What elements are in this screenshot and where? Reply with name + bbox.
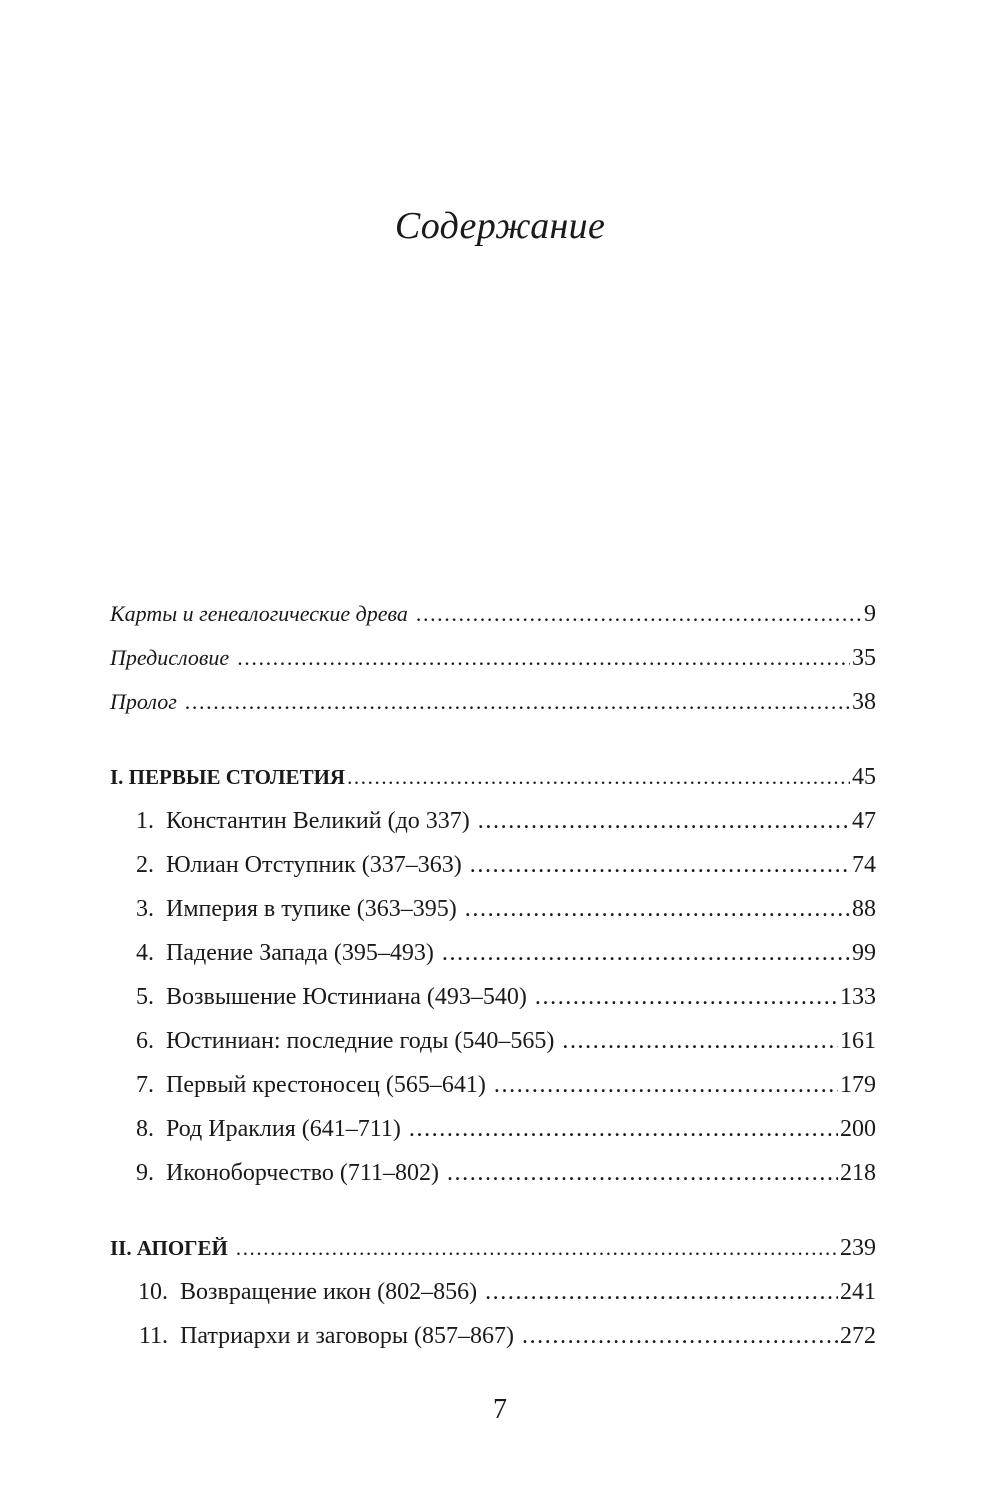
chapter-number: 9. (136, 1160, 154, 1186)
toc-chapter[interactable] (110, 1270, 876, 1314)
toc-page-number: 35 (852, 645, 876, 671)
dot-leader (535, 975, 838, 1019)
dot-leader (562, 1019, 838, 1063)
chapter-number: 10. (138, 1279, 168, 1305)
chapter-title: Юстиниан: последние годы (540–565) (166, 1028, 555, 1054)
dot-leader (185, 680, 850, 724)
chapter-number: 8. (136, 1116, 154, 1142)
toc-chapter[interactable] (110, 1019, 876, 1063)
toc-part-heading[interactable] (110, 755, 876, 799)
toc-chapter[interactable] (110, 931, 876, 975)
chapter-number: 4. (136, 940, 154, 966)
dot-leader (442, 931, 850, 975)
toc-chapter[interactable] (110, 1063, 876, 1107)
toc-chapter[interactable] (110, 1151, 876, 1195)
chapter-title: Возвышение Юстиниана (493–540) (166, 984, 527, 1010)
chapter-title: Род Ираклия (641–711) (166, 1116, 401, 1142)
toc-page-number: 74 (852, 852, 876, 878)
chapter-title: Падение Запада (395–493) (166, 940, 434, 966)
dot-leader (347, 755, 850, 799)
chapter-title: Первый крестоносец (565–641) (166, 1072, 486, 1098)
toc-page-number: 272 (840, 1323, 876, 1349)
dot-leader (478, 799, 850, 843)
toc-page-number: 161 (840, 1028, 876, 1054)
toc-entry-label: Пролог (110, 689, 177, 714)
toc-chapter[interactable] (110, 975, 876, 1019)
dot-leader (522, 1314, 838, 1358)
dot-leader (237, 636, 850, 680)
dot-leader (470, 843, 850, 887)
toc-entry-preface[interactable] (110, 636, 876, 680)
dot-leader (236, 1226, 838, 1270)
chapter-number: 11. (138, 1323, 168, 1349)
toc-page-number: 45 (852, 764, 876, 790)
chapter-title: Империя в тупике (363–395) (166, 896, 457, 922)
toc-part-label: II. АПОГЕЙ (110, 1236, 228, 1260)
toc-page-number: 9 (864, 601, 876, 627)
toc-entry-label: Карты и генеалогические древа (110, 601, 408, 626)
toc-page-number: 88 (852, 896, 876, 922)
toc-page-number: 239 (840, 1235, 876, 1261)
toc-page-number: 218 (840, 1160, 876, 1186)
chapter-number: 7. (136, 1072, 154, 1098)
dot-leader (465, 887, 850, 931)
chapter-title: Юлиан Отступник (337–363) (166, 852, 462, 878)
chapter-number: 6. (136, 1028, 154, 1054)
toc-page-number: 47 (852, 808, 876, 834)
toc-entry-prologue[interactable] (110, 680, 876, 724)
toc-page-number: 200 (840, 1116, 876, 1142)
chapter-number: 5. (136, 984, 154, 1010)
chapter-title: Патриархи и заговоры (857–867) (180, 1323, 514, 1349)
chapter-number: 2. (136, 852, 154, 878)
chapter-title: Возвращение икон (802–856) (180, 1279, 478, 1305)
chapter-number: 3. (136, 896, 154, 922)
dot-leader (485, 1270, 838, 1314)
toc-entry-label: Предисловие (110, 645, 230, 670)
toc-page-number: 38 (852, 689, 876, 715)
toc-part-2 (110, 1226, 876, 1358)
toc-page-number: 99 (852, 940, 876, 966)
toc-chapter[interactable] (110, 799, 876, 843)
toc-chapter[interactable] (110, 1314, 876, 1358)
dot-leader (409, 1107, 838, 1151)
dot-leader (416, 592, 862, 636)
toc-part-label: I. ПЕРВЫЕ СТОЛЕТИЯ (110, 765, 346, 789)
toc-chapter[interactable] (110, 843, 876, 887)
toc-page-number: 179 (840, 1072, 876, 1098)
toc-entry-maps[interactable] (110, 592, 876, 636)
dot-leader (494, 1063, 838, 1107)
toc-front-matter (110, 592, 876, 724)
chapter-title: Иконоборчество (711–802) (166, 1160, 439, 1186)
toc-part-1 (110, 755, 876, 1195)
toc-page-number: 133 (840, 984, 876, 1010)
dot-leader (447, 1151, 838, 1195)
chapter-number: 1. (136, 808, 154, 834)
page-title: Содержание (394, 205, 606, 247)
toc-part-heading[interactable] (110, 1226, 876, 1270)
page-number: 7 (493, 1394, 507, 1425)
toc-chapter[interactable] (110, 887, 876, 931)
toc-page-number: 241 (840, 1279, 876, 1305)
chapter-title: Константин Великий (до 337) (166, 808, 470, 834)
toc-chapter[interactable] (110, 1107, 876, 1151)
